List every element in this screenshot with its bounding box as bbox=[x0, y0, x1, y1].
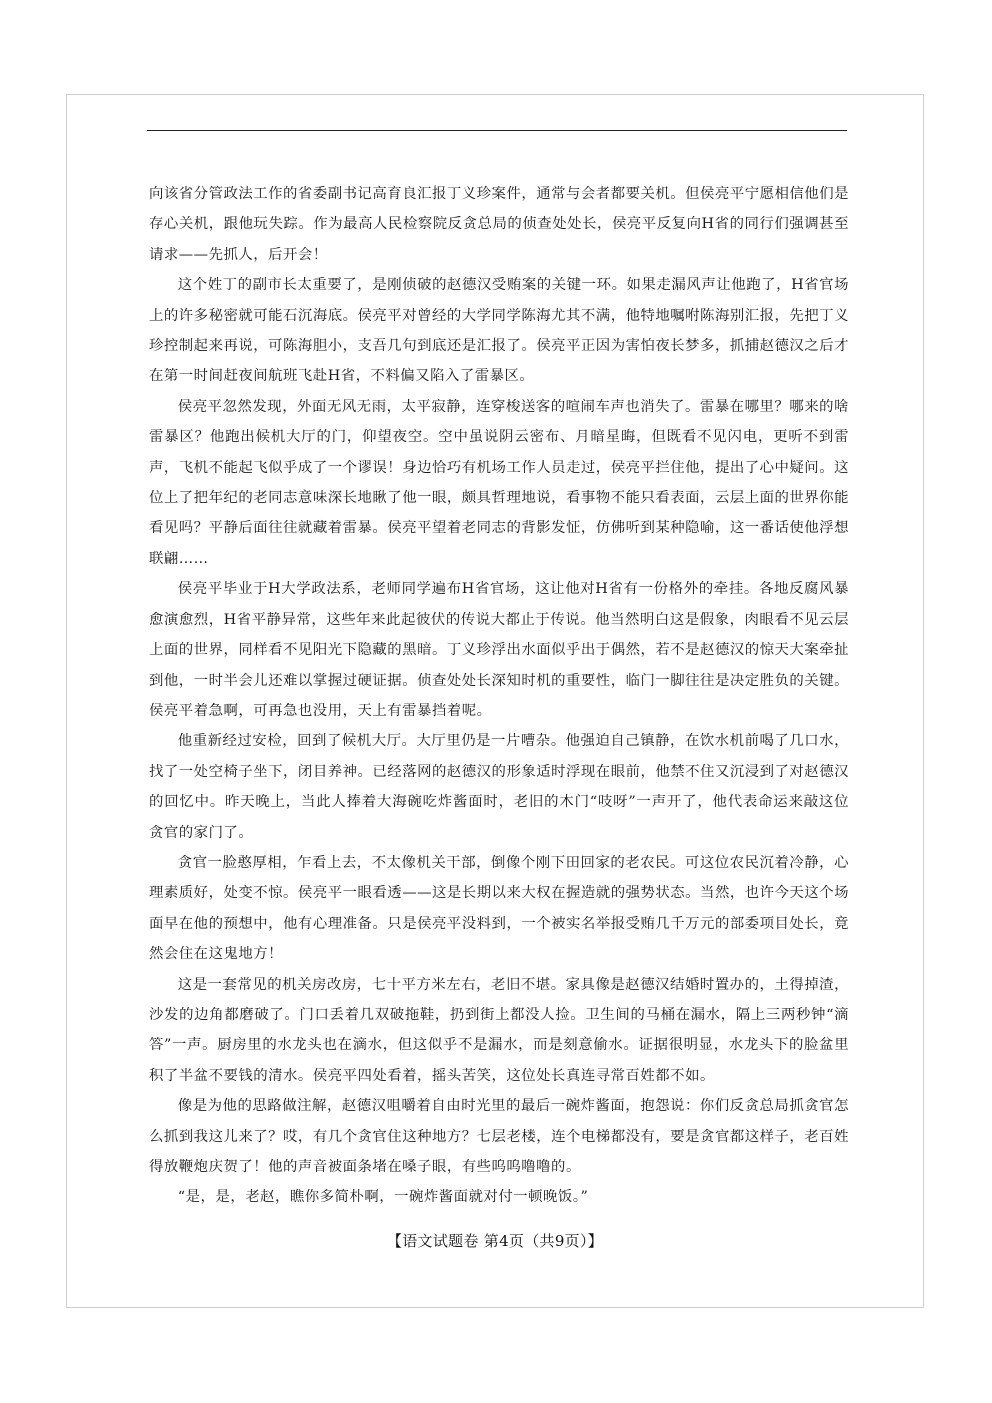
paragraph: 侯亮平毕业于H大学政法系，老师同学遍布H省官场，这让他对H省有一份格外的牵挂。各地反腐风暴愈演愈烈，H省平静异常，这些年来此起彼伏的传说大都止于传说。他当然明白这是假象，肉眼看不见云层上面的世界，同样看不见阳光下隐藏的黑暗。丁义珍浮出水面似乎出于偶然，若不是赵德汉的惊天大案牵扯到他，一时半会儿还难以掌握过硬证据。侦查处处长深知时机的重要性，临门一脚往往是决定胜负的关键。侯亮平着急啊，可再急也没用，天上有雷暴挡着呢。 bbox=[149, 581, 849, 719]
paragraph: 贪官一脸憨厚相，乍看上去，不太像机关干部，倒像个刚下田回家的老农民。可这位农民沉着冷静，心理素质好，处变不惊。侯亮平一眼看透——这是长期以来大权在握造就的强势状态。当然，也许今天这个场面早在他的预想中，他有心理准备。只是侯亮平没料到，一个被实名举报受贿几千万元的部委项目处长，竟然会住在这鬼地方！ bbox=[149, 854, 849, 963]
paragraph: 侯亮平忽然发现，外面无风无雨，太平寂静，连穿梭送客的喧闹车声也消失了。雷暴在哪里？哪来的啥雷暴区？他跑出候机大厅的门，仰望夜空。空中虽说阴云密布、月暗星晦，但既看不见闪电，更听不到雷声，飞机不能起飞似乎成了一个谬误！身边恰巧有机场工作人员走过，侯亮平拦住他，提出了心中疑问。这位上了把年纪的老同志意味深长地瞅了他一眼，颇具哲理地说，看事物不能只看表面，云层上面的世界你能看见吗？平静后面往往就藏着雷暴。侯亮平望着老同志的背影发怔，仿佛听到某种隐喻，这一番话使他浮想联翩…… bbox=[149, 398, 849, 567]
page-footer: 【语文试题卷 第4页（共9页）】 bbox=[386, 1232, 604, 1250]
paragraph: 向该省分管政法工作的省委副书记高育良汇报丁义珍案件，通常与会者都要关机。但侯亮平宁愿相信他们是存心关机，跟他玩失踪。作为最高人民检察院反贪总局的侦查处处长，侯亮平反复向H省的同行们强调甚至请求——先抓人，后开会！ bbox=[149, 186, 849, 263]
exam-page bbox=[66, 94, 924, 1308]
paragraph: “是，是，老赵，瞧你多简朴啊，一碗炸酱面就对付一顿晚饭。” bbox=[177, 1189, 589, 1206]
paragraph: 这是一套常见的机关房改房，七十平方米左右，老旧不堪。家具像是赵德汉结婚时置办的，土得掉渣，沙发的边角都磨破了。门口丢着几双破拖鞋，扔到街上都没人捡。卫生间的马桶在漏水，隔上三两秒钟“滴答”一声。厨房里的水龙头也在滴水，但这似乎不是漏水，而是刻意偷水。证据很明显，水龙头下的脸盆里积了半盆不要钱的清水。侯亮平四处看着，摇头苦笑，这位处长真连寻常百姓都不如。 bbox=[149, 976, 849, 1084]
paragraph: 他重新经过安检，回到了候机大厅。大厅里仍是一片嘈杂。他强迫自己镇静，在饮水机前喝了几口水，找了一处空椅子坐下，闭目养神。已经落网的赵德汉的形象适时浮现在眼前，他禁不住又沉浸到了对赵德汉的回忆中。昨天晚上，当此人捧着大海碗吃炸酱面时，老旧的木门“吱呀”一声开了，他代表命运来敲这位贪官的家门了。 bbox=[149, 733, 849, 841]
paragraph: 像是为他的思路做注解，赵德汉咀嚼着自由时光里的最后一碗炸酱面，抱怨说：你们反贪总局抓贪官怎么抓到我这儿来了？哎，有几个贪官住这种地方？七层老楼，连个电梯都没有，要是贪官都这样子，老百姓得放鞭炮庆贺了！他的声音被面条堵在嗓子眼，有些呜呜噜噜的。 bbox=[149, 1098, 849, 1175]
header-rule bbox=[147, 130, 847, 131]
paragraph: 这个姓丁的副市长太重要了，是刚侦破的赵德汉受贿案的关键一环。如果走漏风声让他跑了，H省官场上的许多秘密就可能石沉海底。侯亮平对曾经的大学同学陈海尤其不满，他特地嘱咐陈海别汇报，先把丁义珍控制起来再说，可陈海胆小，支吾几句到底还是汇报了。侯亮平正因为害怕夜长梦多，抓捕赵德汉之后才在第一时间赶夜间航班飞赴H省，不料偏又陷入了雷暴区。 bbox=[149, 277, 849, 385]
passage-text bbox=[149, 179, 849, 1213]
